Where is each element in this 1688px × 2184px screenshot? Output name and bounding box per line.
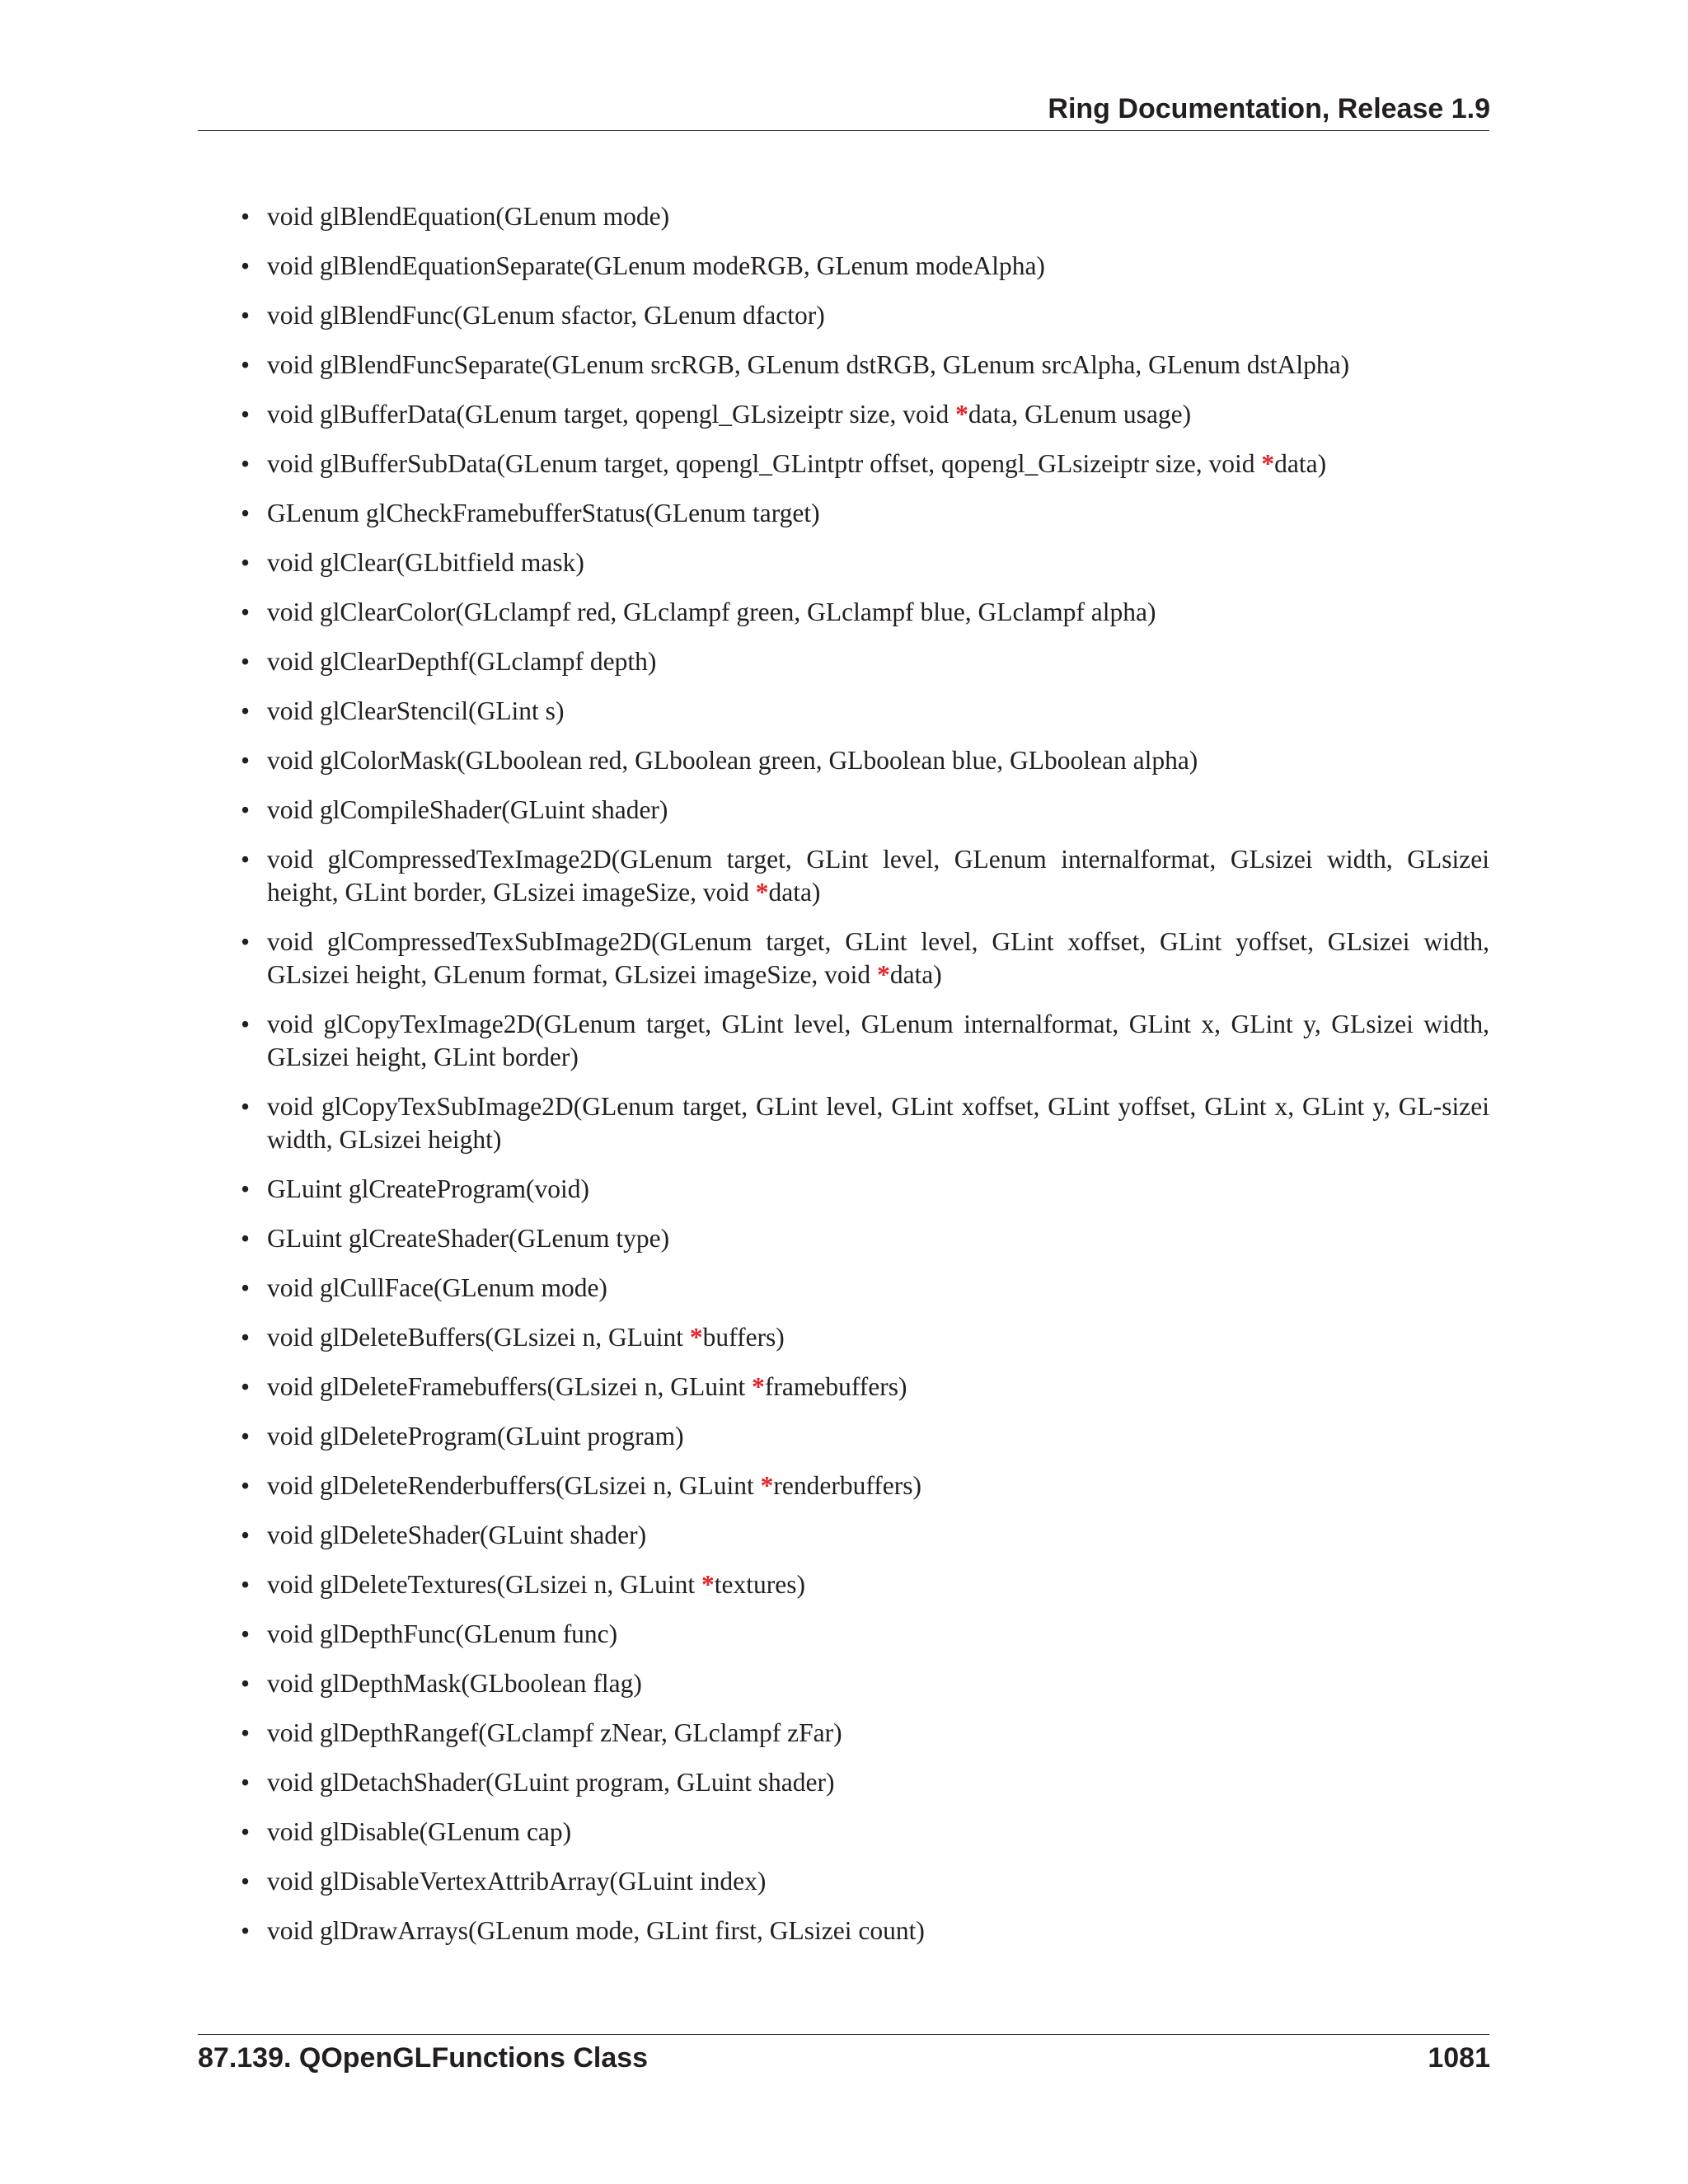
function-signature-item	[198, 250, 1489, 283]
signature-text: GLuint glCreateProgram(void)	[267, 1174, 590, 1203]
signature-text: void glClearColor(GLclampf red, GLclampf green, GLclampf blue, GLclampf alpha)	[267, 598, 1156, 626]
function-signature	[267, 1718, 842, 1747]
function-signature-item	[198, 1717, 1489, 1750]
bullet-icon: •	[241, 1570, 251, 1599]
signature-text: void glCopyTexImage2D(GLenum target, GLint level, GLenum internalformat, GLint x, GLint y, GLsizei width, GLsizei height, GLint border)	[267, 1010, 1489, 1071]
signature-text: void glCopyTexSubImage2D(GLenum target, GLint level, GLint xoffset, GLint yoffset, GLint x, GLint y, GL-sizei width, GLsizei height)	[267, 1092, 1489, 1154]
signature-text: void glCompressedTexImage2D(GLenum target, GLint level, GLenum internalformat, GLsizei width, GLsizei height, GLint border, GLsizei imageSize, void	[267, 845, 1489, 907]
bullet-icon: •	[241, 1224, 251, 1253]
bullet-icon: •	[241, 1010, 251, 1038]
function-signature	[267, 1323, 785, 1352]
bullet-icon: •	[241, 1521, 251, 1549]
function-signature-item	[198, 794, 1489, 827]
signature-text: void glBlendEquationSeparate(GLenum modeRGB, GLenum modeAlpha)	[267, 251, 1045, 280]
bullet-icon: •	[241, 1817, 251, 1846]
function-signature-item	[198, 843, 1489, 909]
footer-divider	[198, 2034, 1489, 2035]
bullet-icon: •	[241, 499, 251, 527]
function-signature	[267, 350, 1349, 379]
function-signature-item	[198, 645, 1489, 678]
function-signature	[267, 746, 1198, 775]
signature-text: void glDeleteProgram(GLuint program)	[267, 1422, 684, 1451]
bullet-icon: •	[241, 1619, 251, 1648]
bullet-icon: •	[241, 795, 251, 824]
bullet-icon: •	[241, 1768, 251, 1797]
bullet-icon: •	[241, 1718, 251, 1747]
signature-text: data)	[768, 878, 821, 907]
bullet-icon: •	[241, 202, 251, 231]
header-divider	[198, 130, 1489, 131]
pointer-asterisk: *	[752, 1372, 765, 1401]
footer-section-title: 87.139. QOpenGLFunctions Class	[198, 2042, 649, 2074]
signature-text: void glDeleteShader(GLuint shader)	[267, 1521, 647, 1549]
function-signature	[267, 845, 1489, 907]
function-signature-item	[198, 1865, 1489, 1898]
signature-text: buffers)	[702, 1323, 785, 1352]
bullet-icon: •	[241, 1916, 251, 1945]
function-signature-item	[198, 1618, 1489, 1651]
function-signature	[267, 1092, 1489, 1154]
function-signature	[267, 1867, 766, 1896]
function-signature	[267, 795, 668, 824]
function-list	[198, 200, 1489, 1964]
bullet-icon: •	[241, 449, 251, 478]
signature-text: renderbuffers)	[773, 1471, 921, 1500]
signature-text: void glDisable(GLenum cap)	[267, 1817, 572, 1846]
function-signature	[267, 696, 564, 725]
function-signature-item	[198, 926, 1489, 991]
function-signature-item	[198, 1321, 1489, 1354]
bullet-icon: •	[241, 1372, 251, 1401]
pointer-asterisk: *	[755, 878, 769, 907]
bullet-icon: •	[241, 1471, 251, 1500]
bullet-icon: •	[241, 1323, 251, 1352]
function-signature	[267, 449, 1326, 478]
function-signature-item	[198, 695, 1489, 728]
signature-text: void glDeleteTextures(GLsizei n, GLuint	[267, 1570, 702, 1599]
function-signature-item	[198, 398, 1489, 431]
function-signature	[267, 1768, 834, 1797]
function-signature	[267, 400, 1191, 429]
function-signature	[267, 1372, 907, 1401]
function-signature	[267, 251, 1045, 280]
function-signature	[267, 1570, 805, 1599]
signature-text: void glColorMask(GLboolean red, GLboolean green, GLboolean blue, GLboolean alpha)	[267, 746, 1198, 775]
running-header-title: Ring Documentation, Release 1.9	[1048, 93, 1490, 124]
signature-text: void glDisableVertexAttribArray(GLuint index)	[267, 1867, 767, 1896]
bullet-icon: •	[241, 548, 251, 577]
function-signature-item	[198, 1371, 1489, 1404]
function-signature-item	[198, 1915, 1489, 1947]
function-signature-item	[198, 1272, 1489, 1305]
signature-text: void glDeleteBuffers(GLsizei n, GLuint	[267, 1323, 690, 1352]
function-signature	[267, 1669, 642, 1698]
bullet-icon: •	[241, 400, 251, 429]
function-signature-item	[198, 1816, 1489, 1849]
function-signature	[267, 1471, 921, 1500]
bullet-icon: •	[241, 1867, 251, 1896]
signature-text: void glDrawArrays(GLenum mode, GLint first, GLsizei count)	[267, 1916, 925, 1945]
function-signature-item	[198, 1173, 1489, 1206]
function-signature	[267, 1619, 617, 1648]
bullet-icon: •	[241, 301, 251, 330]
function-signature	[267, 202, 669, 231]
signature-text: GLuint glCreateShader(GLenum type)	[267, 1224, 670, 1253]
signature-text: void glClear(GLbitfield mask)	[267, 548, 584, 577]
signature-text: void glDepthRangef(GLclampf zNear, GLclampf zFar)	[267, 1718, 842, 1747]
function-signature-item	[198, 546, 1489, 579]
function-signature-item	[198, 1766, 1489, 1799]
function-signature-item	[198, 1222, 1489, 1255]
function-signature-item	[198, 1420, 1489, 1453]
signature-text: void glDepthMask(GLboolean flag)	[267, 1669, 642, 1698]
function-signature	[267, 1817, 571, 1846]
function-signature-item	[198, 596, 1489, 629]
bullet-icon: •	[241, 1174, 251, 1203]
function-signature-item	[198, 1568, 1489, 1601]
signature-text: GLenum glCheckFramebufferStatus(GLenum target)	[267, 499, 820, 527]
bullet-icon: •	[241, 845, 251, 874]
pointer-asterisk: *	[955, 400, 968, 429]
signature-text: void glCompileShader(GLuint shader)	[267, 795, 668, 824]
function-signature	[267, 1273, 607, 1302]
function-signature	[267, 1174, 589, 1203]
signature-text: void glDepthFunc(GLenum func)	[267, 1619, 618, 1648]
function-signature	[267, 1916, 925, 1945]
signature-text: framebuffers)	[764, 1372, 907, 1401]
bullet-icon: •	[241, 696, 251, 725]
function-signature	[267, 647, 656, 676]
bullet-icon: •	[241, 251, 251, 280]
bullet-icon: •	[241, 647, 251, 676]
function-signature-item	[198, 299, 1489, 332]
signature-text: textures)	[714, 1570, 805, 1599]
signature-text: data)	[1274, 449, 1327, 478]
pointer-asterisk: *	[1261, 449, 1275, 478]
function-signature	[267, 301, 825, 330]
signature-text: void glBufferSubData(GLenum target, qopengl_GLintptr offset, qopengl_GLsizeiptr size, void	[267, 449, 1262, 478]
function-signature-item	[198, 1469, 1489, 1502]
bullet-icon: •	[241, 1669, 251, 1698]
bullet-icon: •	[241, 746, 251, 775]
function-signature-item	[198, 497, 1489, 530]
function-signature-item	[198, 349, 1489, 382]
pointer-asterisk: *	[877, 960, 890, 989]
signature-text: void glClearStencil(GLint s)	[267, 696, 565, 725]
signature-text: data)	[889, 960, 942, 989]
bullet-icon: •	[241, 1092, 251, 1121]
pointer-asterisk: *	[689, 1323, 703, 1352]
page-number: 1081	[1428, 2042, 1490, 2074]
function-signature	[267, 598, 1156, 626]
function-signature-item	[198, 1008, 1489, 1074]
pointer-asterisk: *	[701, 1570, 715, 1599]
signature-text: void glBlendFunc(GLenum sfactor, GLenum dfactor)	[267, 301, 825, 330]
signature-text: void glBlendFuncSeparate(GLenum srcRGB, GLenum dstRGB, GLenum srcAlpha, GLenum dstAlpha)	[267, 350, 1350, 379]
function-signature	[267, 1422, 684, 1451]
function-signature	[267, 548, 584, 577]
function-signature	[267, 927, 1489, 989]
function-signature	[267, 1224, 669, 1253]
signature-text: void glCompressedTexSubImage2D(GLenum target, GLint level, GLint xoffset, GLint yoffset, GLsizei width, GLsizei height, GLenum format, GLsizei imageSize, void	[267, 927, 1489, 989]
function-signature-item	[198, 1519, 1489, 1552]
signature-text: data, GLenum usage)	[968, 400, 1192, 429]
function-signature-item	[198, 1090, 1489, 1156]
signature-text: void glBlendEquation(GLenum mode)	[267, 202, 670, 231]
function-signature	[267, 499, 820, 527]
pointer-asterisk: *	[760, 1471, 774, 1500]
signature-text: void glDeleteFramebuffers(GLsizei n, GLuint	[267, 1372, 753, 1401]
bullet-icon: •	[241, 1273, 251, 1302]
function-signature-item	[198, 200, 1489, 233]
function-signature	[267, 1521, 646, 1549]
bullet-icon: •	[241, 927, 251, 956]
function-signature-item	[198, 1667, 1489, 1700]
signature-text: void glCullFace(GLenum mode)	[267, 1273, 607, 1302]
function-signature-item	[198, 744, 1489, 777]
bullet-icon: •	[241, 350, 251, 379]
bullet-icon: •	[241, 1422, 251, 1451]
signature-text: void glDetachShader(GLuint program, GLuint shader)	[267, 1768, 835, 1797]
signature-text: void glBufferData(GLenum target, qopengl_GLsizeiptr size, void	[267, 400, 956, 429]
function-signature	[267, 1010, 1489, 1071]
bullet-icon: •	[241, 598, 251, 626]
signature-text: void glClearDepthf(GLclampf depth)	[267, 647, 657, 676]
function-signature-item	[198, 448, 1489, 480]
signature-text: void glDeleteRenderbuffers(GLsizei n, GLuint	[267, 1471, 761, 1500]
